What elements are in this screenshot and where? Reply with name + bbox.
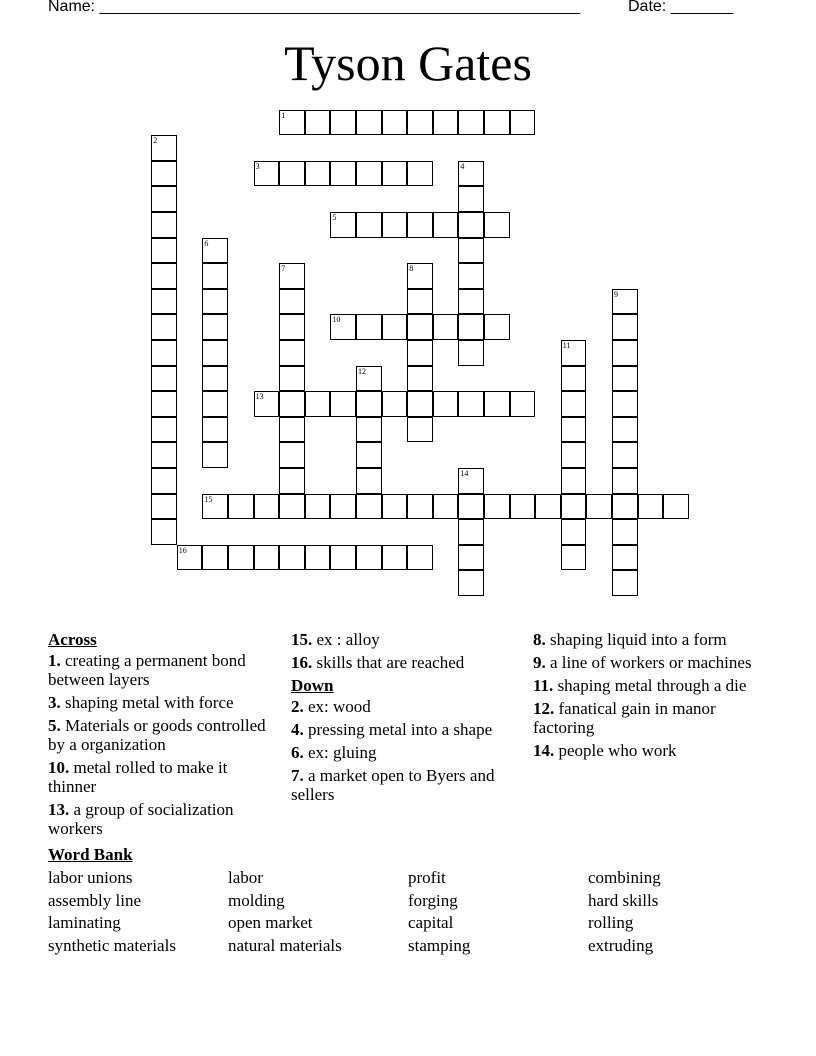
grid-cell[interactable] bbox=[535, 494, 561, 520]
word-bank-item: synthetic materials bbox=[48, 935, 176, 955]
grid-cell[interactable] bbox=[151, 340, 177, 366]
word-bank-item: stamping bbox=[408, 935, 471, 955]
clue-item bbox=[48, 758, 268, 796]
grid-cell[interactable] bbox=[305, 545, 331, 571]
clue-item-number: 12. bbox=[533, 699, 555, 718]
clue-item bbox=[291, 697, 511, 716]
grid-cell[interactable] bbox=[484, 212, 510, 238]
clue-number: 6 bbox=[204, 238, 209, 248]
grid-cell[interactable] bbox=[510, 110, 536, 136]
grid-cell[interactable] bbox=[407, 161, 433, 187]
grid-cell[interactable] bbox=[151, 161, 177, 187]
grid-cell[interactable] bbox=[382, 212, 408, 238]
clue-item-text: skills that are reached bbox=[312, 653, 465, 672]
grid-cell[interactable] bbox=[356, 468, 382, 494]
clue-item-text: ex: wood bbox=[303, 697, 371, 716]
grid-cell[interactable] bbox=[356, 314, 382, 340]
clue-item-number: 9. bbox=[533, 653, 546, 672]
grid-cell[interactable] bbox=[228, 494, 254, 520]
grid-cell[interactable] bbox=[356, 545, 382, 571]
clue-item bbox=[533, 699, 753, 737]
clue-item-text: ex : alloy bbox=[312, 630, 380, 649]
grid-cell[interactable] bbox=[151, 442, 177, 468]
clue-number: 5 bbox=[332, 213, 337, 222]
clue-item-number: 13. bbox=[48, 800, 70, 819]
grid-cell[interactable] bbox=[151, 289, 177, 315]
grid-cell[interactable] bbox=[330, 391, 356, 417]
clue-item bbox=[533, 741, 753, 760]
grid-cell[interactable] bbox=[433, 391, 459, 417]
grid-cell[interactable] bbox=[458, 314, 484, 340]
grid-cell[interactable] bbox=[151, 468, 177, 494]
grid-cell[interactable] bbox=[458, 340, 484, 366]
grid-cell[interactable] bbox=[382, 161, 408, 187]
clue-item-text: creating a permanent bond between layers bbox=[48, 651, 246, 689]
grid-cell[interactable] bbox=[407, 340, 433, 366]
grid-cell[interactable] bbox=[279, 494, 305, 520]
clue-item-number: 16. bbox=[291, 653, 313, 672]
grid-cell[interactable] bbox=[356, 442, 382, 468]
word-bank-item: capital bbox=[408, 913, 454, 932]
clue-item bbox=[533, 630, 753, 649]
word-bank bbox=[48, 868, 768, 968]
clue-item bbox=[533, 653, 753, 672]
clue-item-text: a market open to Byers and sellers bbox=[291, 766, 495, 804]
grid-cell[interactable] bbox=[433, 110, 459, 136]
grid-cell[interactable] bbox=[382, 314, 408, 340]
grid-cell[interactable] bbox=[458, 391, 484, 417]
grid-cell[interactable] bbox=[202, 545, 228, 571]
grid-cell[interactable] bbox=[151, 186, 177, 212]
clue-item-text: shaping metal through a die bbox=[553, 676, 747, 695]
page-title: Tyson Gates bbox=[284, 35, 532, 91]
grid-cell[interactable] bbox=[638, 494, 664, 520]
grid-cell[interactable] bbox=[151, 263, 177, 289]
clue-item-number: 11. bbox=[533, 676, 554, 695]
grid-cell[interactable] bbox=[458, 263, 484, 289]
clue-number: 12 bbox=[358, 366, 366, 376]
clue-item bbox=[48, 716, 268, 754]
grid-cell[interactable] bbox=[356, 494, 382, 520]
grid-cell[interactable] bbox=[382, 391, 408, 417]
grid-cell[interactable] bbox=[356, 161, 382, 187]
grid-cell[interactable] bbox=[305, 161, 331, 187]
clue-item-number: 15. bbox=[291, 630, 313, 649]
grid-cell[interactable] bbox=[279, 391, 305, 417]
grid-cell[interactable] bbox=[612, 519, 638, 545]
clue-number: 7 bbox=[281, 264, 286, 274]
clue-heading: Across bbox=[48, 630, 97, 649]
grid-cell[interactable] bbox=[458, 238, 484, 264]
grid-cell[interactable] bbox=[407, 314, 433, 340]
grid-cell[interactable] bbox=[510, 494, 536, 520]
clue-item-text: a line of workers or machines bbox=[545, 653, 752, 672]
clue-item bbox=[48, 693, 268, 712]
clue-item-number: 14. bbox=[533, 741, 555, 760]
grid-cell[interactable] bbox=[561, 442, 587, 468]
clue-item-number: 8. bbox=[533, 630, 546, 649]
clue-item bbox=[48, 800, 268, 838]
grid-cell[interactable] bbox=[356, 391, 382, 417]
grid-cell[interactable] bbox=[228, 545, 254, 571]
grid-cell[interactable] bbox=[663, 494, 689, 520]
grid-cell[interactable] bbox=[151, 494, 177, 520]
grid-cell[interactable] bbox=[561, 417, 587, 443]
grid-cell[interactable] bbox=[151, 212, 177, 238]
grid-cell[interactable] bbox=[279, 314, 305, 340]
word-bank-heading: Word Bank bbox=[48, 845, 133, 864]
clue-column-2 bbox=[291, 630, 511, 808]
grid-cell[interactable] bbox=[356, 417, 382, 443]
date-label: Date: _______ bbox=[628, 0, 733, 15]
word-bank-item: molding bbox=[228, 890, 285, 910]
grid-cell[interactable] bbox=[458, 289, 484, 315]
grid-cell[interactable] bbox=[612, 366, 638, 392]
grid-cell[interactable] bbox=[202, 391, 228, 417]
grid-cell[interactable] bbox=[356, 110, 382, 136]
clue-item bbox=[291, 743, 511, 762]
clue-item-number: 7. bbox=[291, 766, 304, 785]
grid-cell[interactable] bbox=[330, 110, 356, 136]
grid-cell[interactable] bbox=[202, 289, 228, 315]
grid-cell[interactable] bbox=[433, 314, 459, 340]
word-bank-item: extruding bbox=[588, 935, 654, 955]
clue-number: 16 bbox=[178, 545, 187, 555]
grid-cell[interactable] bbox=[382, 110, 408, 136]
grid-cell[interactable] bbox=[382, 545, 408, 571]
word-bank-item: labor bbox=[228, 868, 263, 887]
clue-item-text: shaping liquid into a form bbox=[545, 630, 727, 649]
grid-cell[interactable] bbox=[202, 366, 228, 392]
grid-cell[interactable] bbox=[151, 238, 177, 264]
grid-cell[interactable] bbox=[407, 391, 433, 417]
grid-cell[interactable] bbox=[561, 468, 587, 494]
grid-cell[interactable] bbox=[433, 494, 459, 520]
word-bank-item: hard skills bbox=[588, 890, 659, 910]
word-bank-item: natural materials bbox=[228, 935, 342, 955]
grid-cell[interactable] bbox=[407, 494, 433, 520]
grid-cell[interactable] bbox=[458, 545, 484, 571]
word-bank-item: combining bbox=[588, 868, 661, 887]
clue-item-number: 4. bbox=[291, 720, 304, 739]
grid-cell[interactable] bbox=[151, 417, 177, 443]
grid-cell[interactable] bbox=[561, 545, 587, 571]
clue-item-text: fanatical gain in manor factoring bbox=[533, 699, 716, 737]
grid-cell[interactable] bbox=[484, 110, 510, 136]
grid-cell[interactable] bbox=[484, 314, 510, 340]
grid-cell[interactable] bbox=[612, 417, 638, 443]
clue-number: 1 bbox=[281, 110, 286, 120]
grid-cell[interactable] bbox=[254, 545, 280, 571]
grid-cell[interactable] bbox=[279, 340, 305, 366]
clue-number: 2 bbox=[153, 136, 158, 146]
clue-item bbox=[291, 653, 511, 672]
clue-number: 9 bbox=[614, 289, 618, 299]
clue-item-number: 1. bbox=[48, 651, 61, 670]
clue-item-text: people who work bbox=[554, 741, 677, 760]
grid-cell[interactable] bbox=[202, 314, 228, 340]
grid-cell[interactable] bbox=[407, 417, 433, 443]
clue-item-text: metal rolled to make it thinner bbox=[48, 758, 228, 796]
clue-item-text: Materials or goods controlled by a organization bbox=[48, 716, 266, 754]
grid-cell[interactable] bbox=[561, 391, 587, 417]
grid-cell[interactable] bbox=[458, 212, 484, 238]
grid-cell[interactable] bbox=[612, 468, 638, 494]
clue-item bbox=[533, 676, 753, 695]
grid-cell[interactable] bbox=[202, 442, 228, 468]
grid-cell[interactable] bbox=[305, 494, 331, 520]
grid-cell[interactable] bbox=[407, 110, 433, 136]
grid-cell[interactable] bbox=[561, 494, 587, 520]
word-bank-item: labor unions bbox=[48, 868, 133, 887]
grid-cell[interactable] bbox=[433, 212, 459, 238]
grid-cell[interactable] bbox=[586, 494, 612, 520]
grid-cell[interactable] bbox=[330, 161, 356, 187]
grid-cell[interactable] bbox=[356, 212, 382, 238]
word-bank-item: assembly line bbox=[48, 890, 142, 910]
word-bank-item: laminating bbox=[48, 913, 121, 932]
grid-cell[interactable] bbox=[202, 340, 228, 366]
grid-cell[interactable] bbox=[330, 545, 356, 571]
grid-cell[interactable] bbox=[407, 289, 433, 315]
clue-number: 4 bbox=[460, 161, 465, 171]
clue-number: 10 bbox=[332, 315, 341, 325]
clue-item-text: pressing metal into a shape bbox=[303, 720, 493, 739]
grid-cell[interactable] bbox=[305, 391, 331, 417]
clue-item bbox=[291, 766, 511, 804]
clue-number: 14 bbox=[460, 469, 469, 478]
grid-cell[interactable] bbox=[612, 340, 638, 366]
grid-cell[interactable] bbox=[330, 494, 356, 520]
clue-heading: Down bbox=[291, 676, 334, 695]
grid-cell[interactable] bbox=[382, 494, 408, 520]
grid-cell[interactable] bbox=[561, 366, 587, 392]
clue-item-text: ex: gluing bbox=[303, 743, 377, 762]
clue-item bbox=[291, 720, 511, 739]
grid-cell[interactable] bbox=[458, 186, 484, 212]
grid-cell[interactable] bbox=[202, 417, 228, 443]
grid-cell[interactable] bbox=[279, 468, 305, 494]
grid-cell[interactable] bbox=[279, 417, 305, 443]
grid-cell[interactable] bbox=[279, 545, 305, 571]
clue-item-number: 3. bbox=[48, 693, 61, 712]
word-bank-item: profit bbox=[408, 868, 446, 887]
grid-cell[interactable] bbox=[279, 366, 305, 392]
clue-item-number: 10. bbox=[48, 758, 70, 777]
clue-column-1 bbox=[48, 630, 268, 842]
grid-cell[interactable] bbox=[612, 442, 638, 468]
grid-cell[interactable] bbox=[279, 442, 305, 468]
grid-cell[interactable] bbox=[407, 366, 433, 392]
grid-cell[interactable] bbox=[407, 212, 433, 238]
grid-cell[interactable] bbox=[484, 391, 510, 417]
grid-cell[interactable] bbox=[151, 366, 177, 392]
grid-cell[interactable] bbox=[279, 289, 305, 315]
clue-number: 8 bbox=[409, 264, 414, 274]
grid-cell[interactable] bbox=[458, 110, 484, 136]
grid-cell[interactable] bbox=[305, 110, 331, 136]
word-bank-item: forging bbox=[408, 890, 458, 910]
clue-column-3 bbox=[533, 630, 753, 764]
grid-cell[interactable] bbox=[612, 570, 638, 596]
clue-item-text: a group of socialization workers bbox=[48, 800, 234, 838]
clue-number: 11 bbox=[562, 341, 571, 350]
grid-cell[interactable] bbox=[510, 391, 536, 417]
grid-cell[interactable] bbox=[202, 263, 228, 289]
clue-item-text: shaping metal with force bbox=[60, 693, 234, 712]
grid-cell[interactable] bbox=[612, 314, 638, 340]
word-bank-item: rolling bbox=[588, 913, 634, 932]
grid-cell[interactable] bbox=[612, 391, 638, 417]
grid-cell[interactable] bbox=[612, 545, 638, 571]
grid-cell[interactable] bbox=[151, 391, 177, 417]
clue-number: 15 bbox=[204, 494, 213, 504]
grid-cell[interactable] bbox=[612, 494, 638, 520]
grid-cell[interactable] bbox=[279, 161, 305, 187]
grid-cell[interactable] bbox=[254, 494, 280, 520]
clue-item-number: 5. bbox=[48, 716, 61, 735]
name-label: Name: ______________________________________________________ bbox=[48, 0, 581, 15]
grid-cell[interactable] bbox=[458, 570, 484, 596]
grid-cell[interactable] bbox=[151, 519, 177, 545]
grid-cell[interactable] bbox=[458, 519, 484, 545]
clue-number: 13 bbox=[255, 392, 264, 402]
clue-item-number: 6. bbox=[291, 743, 304, 762]
word-bank-item: open market bbox=[228, 913, 313, 932]
grid-cell[interactable] bbox=[484, 494, 510, 520]
grid-cell[interactable] bbox=[458, 494, 484, 520]
grid-cell[interactable] bbox=[407, 545, 433, 571]
clue-item-number: 2. bbox=[291, 697, 304, 716]
grid-cell[interactable] bbox=[151, 314, 177, 340]
clue-number: 3 bbox=[255, 161, 260, 171]
grid-cell[interactable] bbox=[561, 519, 587, 545]
clue-item bbox=[291, 630, 511, 649]
clue-item bbox=[48, 651, 268, 689]
